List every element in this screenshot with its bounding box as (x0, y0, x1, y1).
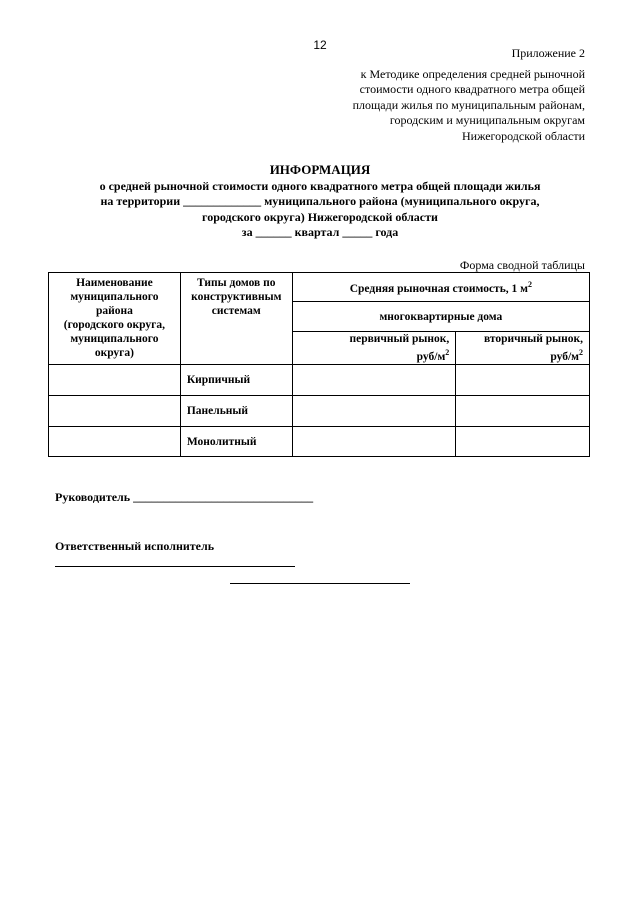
header-secondary-market: вторичный рынок, руб/$м^2$ (456, 332, 590, 365)
table-row (49, 365, 590, 396)
cell-secondary (456, 427, 590, 457)
header-apartment-buildings: многоквартирные дома (292, 302, 589, 332)
appendix-line: площади жилья по муниципальным районам, (352, 97, 585, 112)
page-number: 12 (313, 38, 327, 52)
header-house-type: Типы домов по конструктивным системам (180, 273, 292, 365)
heading-line: городского округа) Нижегородской области (202, 209, 438, 224)
executor-name-line (55, 566, 295, 567)
appendix-line: Нижегородской области (461, 128, 585, 143)
cell-primary (292, 365, 456, 396)
appendix-line: городским и муниципальным округам (389, 113, 585, 128)
cell-house-type: Панельный (180, 396, 292, 427)
head-signature-label: Руководитель ______________________________ (55, 490, 314, 504)
form-caption: Форма сводной таблицы (459, 258, 585, 272)
cell-district (49, 396, 181, 427)
summary-table (48, 272, 590, 457)
cell-district (49, 427, 181, 457)
heading-line: на территории _____________ муниципального района (муниципального округа, (100, 194, 540, 209)
document-title: ИНФОРМАЦИЯ (269, 162, 371, 177)
cell-district (49, 365, 181, 396)
cell-primary (292, 396, 456, 427)
cell-house-type: Кирпичный (180, 365, 292, 396)
table-row (49, 427, 590, 457)
appendix-line: стоимости одного квадратного метра общей (359, 82, 585, 97)
cell-secondary (456, 396, 590, 427)
header-average-cost: Средняя рыночная стоимость, 1 $м^2$ (292, 273, 589, 302)
heading-line: о средней рыночной стоимости одного квадратного метра общей площади жилья (99, 178, 541, 193)
appendix-line: к Методике определения средней рыночной (360, 66, 585, 81)
executor-label: Ответственный исполнитель (55, 539, 215, 553)
executor-signature-line (230, 583, 410, 584)
header-primary-market: первичный рынок, руб/$м^2$ (292, 332, 456, 365)
heading-line: за ______ квартал _____ года (241, 225, 399, 240)
appendix-block (353, 46, 585, 145)
cell-primary (292, 427, 456, 457)
cell-secondary (456, 365, 590, 396)
cell-house-type: Монолитный (180, 427, 292, 457)
table-row (49, 396, 590, 427)
header-district: Наименование муниципального района (городского округа, муниципального округа) (49, 273, 181, 365)
document-heading (50, 162, 590, 241)
appendix-title: Приложение 2 (511, 46, 585, 60)
